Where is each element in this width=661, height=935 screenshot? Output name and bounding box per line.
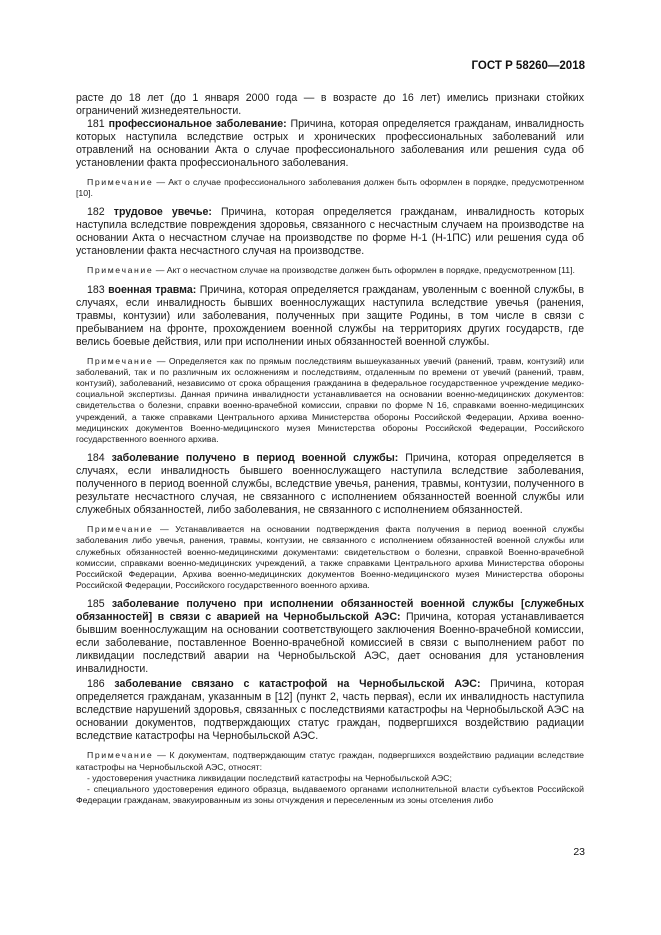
note-label: Примечание: [87, 750, 154, 761]
term-definition: Причина, которая определяется гражданам, инвалидность которых наступила вследствие острых и хронических профессиональных заболеваний или отравлений на основании Акта о случае профессионального заболевания или решения суда об установлении факта профессионального заболевания.: [76, 118, 584, 169]
term-number: 183: [87, 283, 109, 296]
term-number: 186: [87, 678, 115, 691]
term-186: [76, 678, 584, 743]
note-label: Примечание: [87, 177, 154, 187]
term-184: [76, 452, 584, 517]
term-definition: Причина, которая определяется гражданам, уволенным с военной службы, в случаях, если инвалидность бывших военнослужащих наступила вследствие увечья (ранения, травмы, контузии) или заболевания, полученных при защите Родины, в том числе в связи с пребыванием на фронте, прохождением военной службы на территориях других государств, где велись боевые действия, или при исполнении иных обязанностей военной службы.: [76, 283, 584, 348]
note-text: — Определяется как по прямым последствиям вышеуказанных увечий (ранений, травм, контузий) или заболеваний, так и по различным их осложнениям и последствиям, отдаленным по времени от увечий (ранений, травм, контузий), заболеваний, независимо от срока обращения гражданина в федеральное государственное учреждение медико-социальной экспертизы. Данная причина инвалидности устанавливается на основании военно-медицинских документов: свидетельства о болезни, справки военно-врачебной комиссии, справки по форме N 16, справками военно-медицинских учреждений, а также справками Центрального архива Министерства обороны Российской Федерации, Архива военно-медицинских документов Военно-медицинского музея Министерства обороны Российской Федерации, Российского государственного военного архива.: [76, 355, 584, 445]
term-183: [76, 284, 584, 349]
note-text: — Устанавливается на основании подтверждения факта получения в период военной службы заболевания либо увечья, ранения, травмы, контузии, не связанного с исполнением обязанностей военной службы или служебных обязанностей военно-медицинскими документами: свидетельством о болезни, справкой Военно-врачебной комиссии, справками военно-медицинских учреждений, а также справками Центрального архива Министерства обороны Российской Федерации, Архива военно-медицинских документов Военно-медицинского музея Министерства обороны Российской Федерации, Российского государственного военного архива.: [76, 524, 584, 591]
term-185: [76, 598, 584, 676]
term-number: 181: [87, 118, 109, 130]
note-list-item: - удостоверения участника ликвидации последствий катастрофы на Чернобыльской АЭС;: [87, 772, 452, 783]
term-number: 182: [87, 206, 114, 219]
term-definition: Причина, которая определяется в случаях, если инвалидность бывшего военнослужащего наступила вследствие заболевания, полученного в период военной службы, вследствие увечья, ранения, травмы, контузии, полученного в результате несчастного случая, не связанного с исполнением обязанностей военной службы или служебных обязанностей, либо заболевания, не связанного с исполнением обязанностей.: [76, 452, 584, 517]
term-number: 184: [87, 452, 112, 465]
note-text: — Акт о несчастном случае на производстве должен быть оформлен в порядке, предусмотренном [11].: [153, 265, 575, 276]
note-181: [76, 177, 584, 199]
term-number: 185: [87, 598, 112, 611]
note-184: [76, 524, 584, 591]
term-definition: Причина, которая определяется гражданам, указанным в [12] (пункт 2, часть первая), если их инвалидность наступила вследствие нарушений здоровья, связанных с последствиями катастрофы на Чернобыльской АЭС на основании документов, подтверждающих статус граждан, подвергшихся воздействию радиации вследствие катастрофы на Чернобыльской АЭС.: [76, 678, 584, 743]
note-text: — К документам, подтверждающим статус граждан, подвергшихся воздействию радиации вследствие катастрофы на Чернобыльской АЭС, относят:: [76, 750, 584, 772]
page-number: 23: [573, 846, 585, 858]
note-label: Примечание: [87, 524, 154, 535]
note-183: [76, 356, 584, 446]
term-182: [76, 206, 584, 258]
term-181: [76, 118, 584, 170]
note-list-item: - специального удостоверения единого образца, выдаваемого органами исполнительной власти субъектов Российской Федерации гражданам, эвакуированным из зоны отчуждения и переселенным из зоны отселения либо: [76, 784, 584, 806]
term-definition: Причина, которая определяется гражданам, инвалидность которых наступила вследствие повреждения здоровья, связанного с несчастным случаем на производстве на основании Акта о несчастном случае на производстве по форме Н-1 (Н-1ПС) или решения суда об установлении факта несчастного случая на производстве.: [76, 206, 584, 258]
note-label: Примечание: [87, 265, 154, 276]
term-title: военная травма:: [108, 283, 197, 296]
note-label: Примечание: [87, 355, 154, 366]
standard-header: ГОСТ Р 58260—2018: [471, 60, 585, 72]
term-title: заболевание получено в период военной службы:: [111, 452, 399, 465]
note-186: [76, 750, 584, 772]
term-title: заболевание связано с катастрофой на Чернобыльской АЭС:: [114, 678, 481, 691]
term-definition: Причина, которая устанавливается бывшим военнослужащим на основании соответствующего заключения Военно-врачебной комиссии, если заболевание, поставленное Военно-врачебной комиссией в связи с выполнением работ по ликвидации последствий аварии на Чернобыльской АЭС, дает основания для установления инвалидности.: [76, 611, 584, 676]
paragraph-continuation: расте до 18 лет (до 1 января 2000 года — в возрасте до 16 лет) имелись признаки стойких ограничений жизнедеятельности.: [76, 92, 584, 117]
page-content: [76, 92, 584, 806]
term-title: заболевание получено при исполнении обязанностей военной службы [служебных обязанностей] в связи с аварией на Чернобыльской АЭС:: [76, 598, 584, 624]
term-title: трудовое увечье:: [113, 206, 212, 219]
note-182: [76, 265, 584, 276]
note-text: — Акт о случае профессионального заболевания должен быть оформлен в порядке, предусмотренном [10].: [76, 177, 584, 199]
term-title: профессиональное заболевание:: [108, 118, 287, 130]
